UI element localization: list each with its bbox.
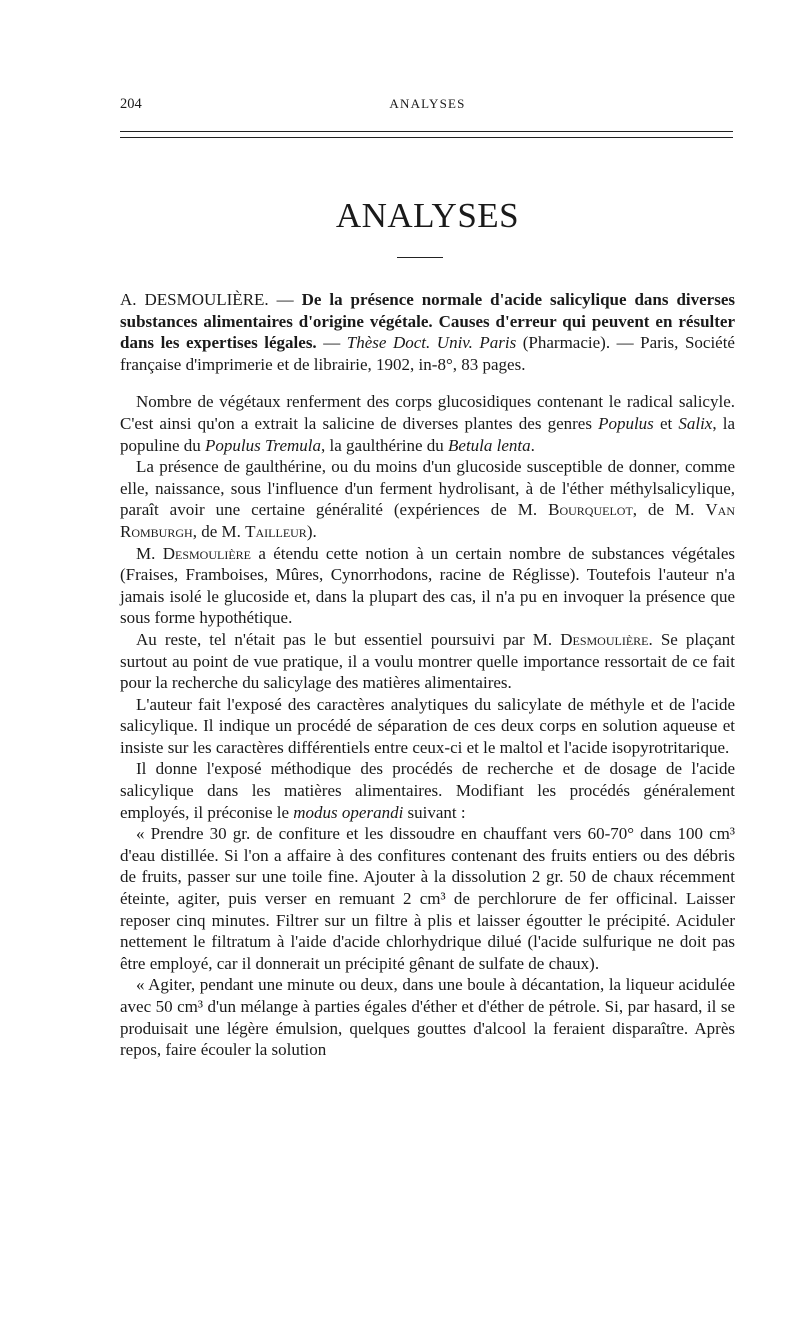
page-header bbox=[120, 94, 735, 114]
paragraph: L'auteur fait l'exposé des caractères analytiques du salicylate de méthyle et de l'acide salicylique. Il indique un procédé de séparation de ces deux corps en solution aqueuse et insiste sur les caractères différentiels entre ceux-ci et le maltol et l'acide isopyrotritarique. bbox=[120, 694, 735, 757]
header-rule-bottom bbox=[120, 137, 733, 138]
paragraph: La présence de gaulthérine, ou du moins d'un glucoside susceptible de donner, comme elle, naissance, sous l'influence d'un ferment hydrolisant, à de l'éther méthylsalicylique, paraît avoir une certaine généralité (expériences de M. Bourquelot, de M. Van Romburgh, de M. Tailleur). bbox=[120, 457, 735, 541]
header-rule-top bbox=[120, 131, 733, 132]
quoted-procedure: « Prendre 30 gr. de confiture et les dissoudre en chauffant vers 60-70° dans 100 cm³ d'eau distillée. Si l'on a affaire à des confitures contenant des fruits entiers ou des débris de fruits, passer sur une toile fine. Ajouter à la dissolution 2 gr. 50 de chaux récemment éteinte, agiter, puis verser en remuant 2 cm³ de perchlorure de fer officinal. Laisser reposer cinq minutes. Filtrer sur un filtre à plis et laisser égoutter le précipité. Aciduler nettement le filtratum à l'aide d'acide chlorhydrique dilué (l'acide sulfurique ne doit pas être employé, car il donnerait un précipité gênant de sulfate de chaux). bbox=[120, 824, 735, 973]
quoted-procedure: « Agiter, pendant une minute ou deux, dans une boule à décantation, la liqueur acidulée avec 50 cm³ d'un mélange à parties égales d'éther et d'éther de pétrole. Si, par hasard, il se produisait une légère émulsion, quelques gouttes d'alcool la feraient disparaître. Après repos, faire écouler la solution bbox=[120, 975, 735, 1060]
page-title: ANALYSES bbox=[335, 196, 520, 235]
author-name: A. DESMOULIÈRE. bbox=[120, 290, 269, 309]
thesis-label: Thèse Doct. Univ. Paris bbox=[346, 333, 517, 353]
title-divider bbox=[397, 257, 443, 258]
page-number: 204 bbox=[120, 96, 142, 112]
running-head: ANALYSES bbox=[389, 96, 466, 111]
paragraph: Au reste, tel n'était pas le but essentiel poursuivi par M. Desmoulière. Se plaçant surtout au point de vue pratique, il a voulu montrer quelle importance ressortait de ce fait pour la recherche du salicylage des matières alimentaires. bbox=[120, 629, 735, 693]
bibliographic-reference: A. DESMOULIÈRE. — De la présence normale d'acide salicylique dans diverses substances alimentaires d'origine végétale. Causes d'erreur qui peuvent en résulter dans les expertises légales. — Thèse Doct. Univ. Paris (Pharmacie). — Paris, Société française d'imprimerie et de librairie, 1902, in-8°, 83 pages. bbox=[120, 290, 735, 374]
publication-details: (Pharmacie). — Paris, Société française d'imprimerie et de librairie, 1902, in-8°, 83 pages. bbox=[120, 333, 735, 374]
paragraph: Nombre de végétaux renferment des corps glucosidiques contenant le radical salicyle. C'est ainsi qu'on a extrait la salicine de diverses plantes des genres Populus et Salix, la populine du Populus Tremula, la gaulthérine du Betula lenta. bbox=[120, 392, 735, 455]
article-body bbox=[120, 289, 735, 1061]
paragraph: M. Desmoulière a étendu cette notion à un certain nombre de substances végétales (Fraises, Framboises, Mûres, Cynorrhodons, racine de Réglisse). Toutefois l'auteur n'a jamais isolé le glucoside et, dans la plupart des cas, il n'a pu en invoquer la présence que sous forme hypothétique. bbox=[120, 543, 735, 628]
article-title: De la présence normale d'acide salicylique dans diverses substances alimentaires d'origine végétale. Causes d'erreur qui peuvent en résulter dans les expertises légales. bbox=[120, 290, 735, 353]
paragraph: Il donne l'exposé méthodique des procédés de recherche et de dosage de l'acide salicylique dans les matières alimentaires. Modifiant les procédés généralement employés, il préconise le modus operandi suivant : bbox=[120, 759, 735, 822]
